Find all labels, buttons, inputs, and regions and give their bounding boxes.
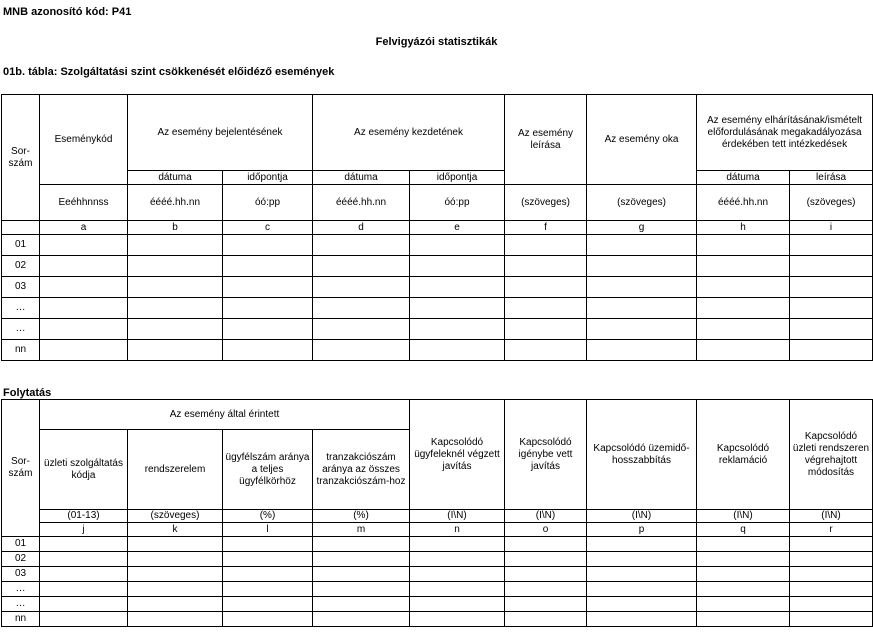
data-cell[interactable] [587,256,697,277]
data-cell[interactable] [697,340,790,361]
page-title: Felvigyázói statisztikák [375,36,498,48]
data-cell[interactable] [790,256,873,277]
data-cell[interactable] [40,277,128,298]
data-cell[interactable] [410,582,505,597]
data-cell[interactable] [505,567,587,582]
data-cell[interactable] [790,597,873,612]
data-cell[interactable] [223,340,313,361]
col-letter-d: d [313,221,410,235]
data-cell[interactable] [587,552,697,567]
col-n-header: Kapcsolódó ügyfeleknél végzett javítás [410,400,505,510]
data-cell[interactable] [223,582,313,597]
data-cell[interactable] [505,256,587,277]
row-number: … [2,319,40,340]
col-o-header: Kapcsolódó igénybe vett javítás [505,400,587,510]
format-f: (szöveges) [505,185,587,221]
table-row [2,537,873,552]
format-g: (szöveges) [587,185,697,221]
data-cell[interactable] [40,319,128,340]
data-cell[interactable] [128,567,223,582]
data-cell[interactable] [697,537,790,552]
format-b: éééé.hh.nn [128,185,223,221]
table-row [2,277,873,298]
data-cell[interactable] [587,340,697,361]
format-i: (szöveges) [790,185,873,221]
row-number: nn [2,340,40,361]
format-k: (szöveges) [128,510,223,523]
table-row [2,340,873,361]
data-cell[interactable] [587,597,697,612]
format-h: éééé.hh.nn [697,185,790,221]
table-row [2,612,873,627]
bejelentes-header: Az esemény bejelentésének [128,95,313,171]
data-cell[interactable] [587,319,697,340]
data-cell[interactable] [697,612,790,627]
data-cell[interactable] [313,277,410,298]
ok-header: Az esemény oka [587,95,697,185]
col-letter-a: a [40,221,128,235]
format-c: óó:pp [223,185,313,221]
data-cell[interactable] [313,537,410,552]
format-d: éééé.hh.nn [313,185,410,221]
data-cell[interactable] [410,298,505,319]
data-cell[interactable] [223,277,313,298]
data-cell[interactable] [40,567,128,582]
row-number: 01 [2,537,40,552]
kezdet-header: Az esemény kezdetének [313,95,505,171]
data-cell[interactable] [128,298,223,319]
esemenykod-header: Eseménykód [40,95,128,185]
sorszam-header: Sor- szám [2,400,40,537]
data-cell[interactable] [128,235,223,256]
data-cell[interactable] [223,567,313,582]
col-letter-f: f [505,221,587,235]
data-cell[interactable] [128,552,223,567]
table-row [2,582,873,597]
table-row [2,298,873,319]
data-cell[interactable] [313,552,410,567]
data-cell[interactable] [313,298,410,319]
format-p: (I\N) [587,510,697,523]
data-cell[interactable] [128,277,223,298]
row-number: 02 [2,256,40,277]
data-cell[interactable] [40,582,128,597]
data-cell[interactable] [410,552,505,567]
data-cell[interactable] [587,235,697,256]
format-l: (%) [223,510,313,523]
row-number: 02 [2,552,40,567]
table-row [2,567,873,582]
col-letter-b: b [128,221,223,235]
col-letter-r: r [790,523,873,537]
data-cell[interactable] [505,235,587,256]
data-cell[interactable] [313,597,410,612]
row-number: 03 [2,277,40,298]
data-cell[interactable] [128,256,223,277]
data-cell[interactable] [697,552,790,567]
col-j-header: üzleti szolgáltatás kódja [40,430,128,510]
data-cell[interactable] [505,612,587,627]
data-cell[interactable] [410,597,505,612]
col-letter-h: h [697,221,790,235]
data-cell[interactable] [40,597,128,612]
data-cell[interactable] [410,567,505,582]
col-letter-k: k [128,523,223,537]
data-cell[interactable] [790,277,873,298]
elharitas-leirasa: leírása [790,171,873,185]
format-n: (I\N) [410,510,505,523]
col-letter-l: l [223,523,313,537]
data-cell[interactable] [128,537,223,552]
col-letter-n: n [410,523,505,537]
row-number: … [2,597,40,612]
row-number: … [2,298,40,319]
row-number: 03 [2,567,40,582]
table-title: 01b. tábla: Szolgáltatási szint csökkenését előidéző események [3,66,335,78]
col-q-header: Kapcsolódó reklamáció [697,400,790,510]
col-m-header: tranzakciószám aránya az összes tranzakciószám-hoz [313,430,410,510]
table-row [2,319,873,340]
kezdet-datuma: dátuma [313,171,410,185]
data-cell[interactable] [410,612,505,627]
data-cell[interactable] [128,612,223,627]
data-cell[interactable] [40,552,128,567]
elharitas-datuma: dátuma [697,171,790,185]
data-cell[interactable] [128,319,223,340]
sorszam-header: Sor- szám [2,95,40,221]
data-cell[interactable] [410,256,505,277]
data-cell[interactable] [587,582,697,597]
data-cell[interactable] [587,537,697,552]
row-number: … [2,582,40,597]
data-cell[interactable] [223,256,313,277]
row-number: nn [2,612,40,627]
format-e: óó:pp [410,185,505,221]
col-letter-q: q [697,523,790,537]
format-a: Eeéhhnnss [40,185,128,221]
data-cell[interactable] [697,567,790,582]
events-table [1,94,873,361]
data-cell[interactable] [505,552,587,567]
data-cell[interactable] [313,567,410,582]
data-cell[interactable] [790,319,873,340]
data-cell[interactable] [790,298,873,319]
table-row [2,235,873,256]
col-letter-o: o [505,523,587,537]
col-letter-p: p [587,523,697,537]
leiras-header: Az esemény leírása [505,95,587,185]
col-letter-m: m [313,523,410,537]
col-letter-e: e [410,221,505,235]
format-q: (I\N) [697,510,790,523]
data-cell[interactable] [505,597,587,612]
data-cell[interactable] [410,235,505,256]
data-cell[interactable] [40,256,128,277]
data-cell[interactable] [223,319,313,340]
affected-header: Az esemény által érintett [40,400,410,430]
data-cell[interactable] [128,340,223,361]
bejelentes-idopontja: időpontja [223,171,313,185]
data-cell[interactable] [697,256,790,277]
data-cell[interactable] [313,256,410,277]
data-cell[interactable] [223,612,313,627]
data-cell[interactable] [223,235,313,256]
format-r: (I\N) [790,510,873,523]
data-cell[interactable] [40,298,128,319]
data-cell[interactable] [697,319,790,340]
data-cell[interactable] [790,537,873,552]
table-row [2,552,873,567]
data-cell[interactable] [313,582,410,597]
data-cell[interactable] [505,340,587,361]
col-letter-c: c [223,221,313,235]
data-cell[interactable] [697,597,790,612]
data-cell[interactable] [697,298,790,319]
data-cell[interactable] [223,537,313,552]
col-letter-g: g [587,221,697,235]
data-cell[interactable] [410,319,505,340]
data-cell[interactable] [40,537,128,552]
data-cell[interactable] [505,582,587,597]
data-cell[interactable] [223,597,313,612]
format-m: (%) [313,510,410,523]
continuation-table [1,399,873,627]
data-cell[interactable] [505,537,587,552]
data-cell[interactable] [587,298,697,319]
data-cell[interactable] [128,597,223,612]
table-row [2,597,873,612]
data-cell[interactable] [790,567,873,582]
col-r-header: Kapcsolódó üzleti rendszeren végrehajtott módosítás [790,400,873,510]
data-cell[interactable] [410,537,505,552]
data-cell[interactable] [587,612,697,627]
col-p-header: Kapcsolódó üzemidő-hosszabbítás [587,400,697,510]
data-cell[interactable] [790,235,873,256]
col-letter-i: i [790,221,873,235]
data-cell[interactable] [40,340,128,361]
data-cell[interactable] [313,612,410,627]
data-cell[interactable] [505,277,587,298]
data-cell[interactable] [223,298,313,319]
data-cell[interactable] [313,319,410,340]
format-o: (I\N) [505,510,587,523]
data-cell[interactable] [697,277,790,298]
data-cell[interactable] [790,552,873,567]
mnb-code-label: MNB azonosító kód: P41 [3,6,132,18]
data-cell[interactable] [505,319,587,340]
data-cell[interactable] [697,582,790,597]
kezdet-idopontja: időpontja [410,171,505,185]
data-cell[interactable] [587,567,697,582]
data-cell[interactable] [40,612,128,627]
bejelentes-datuma: dátuma [128,171,223,185]
col-l-header: ügyfélszám aránya a teljes ügyfélkörhöz [223,430,313,510]
data-cell[interactable] [790,340,873,361]
data-cell[interactable] [505,298,587,319]
data-cell[interactable] [223,552,313,567]
letter-blank [2,221,40,235]
format-j: (01-13) [40,510,128,523]
data-cell[interactable] [790,582,873,597]
data-cell[interactable] [410,340,505,361]
data-cell[interactable] [697,235,790,256]
col-letter-j: j [40,523,128,537]
data-cell[interactable] [790,612,873,627]
data-cell[interactable] [587,277,697,298]
row-number: 01 [2,235,40,256]
col-k-header: rendszerelem [128,430,223,510]
data-cell[interactable] [410,277,505,298]
continuation-label: Folytatás [3,387,52,399]
data-cell[interactable] [313,235,410,256]
data-cell[interactable] [40,235,128,256]
elharitas-header: Az esemény elhárításának/ismételt előfordulásának megakadályozása érdekében tett intézkedések [697,95,873,171]
table-row [2,256,873,277]
data-cell[interactable] [313,340,410,361]
data-cell[interactable] [128,582,223,597]
